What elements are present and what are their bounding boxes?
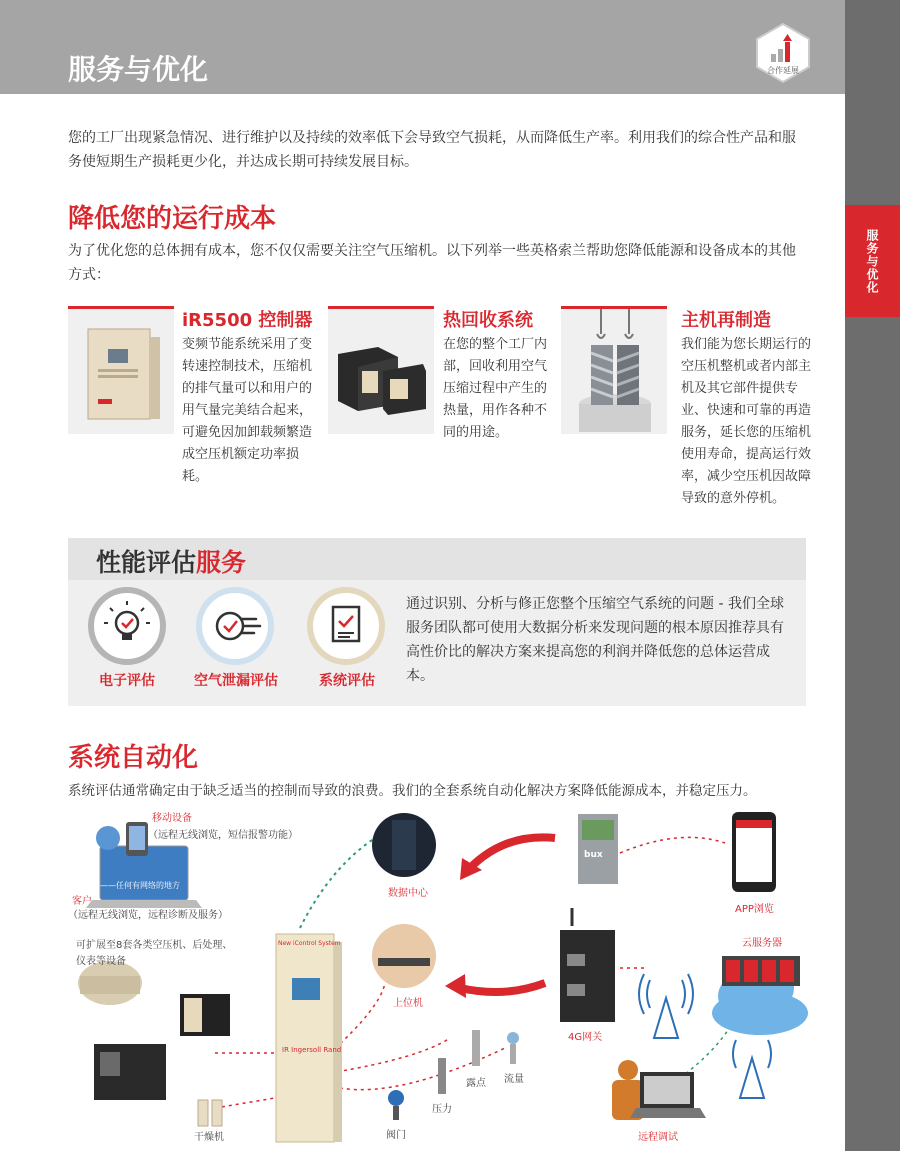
section-cost-desc: 为了优化您的总体拥有成本，您不仅仅需要关注空气压缩机。以下列举一些英格索兰帮助您降低能源和设备成本的其他方式： xyxy=(68,243,796,283)
label-customer-sub: （远程无线浏览，远程诊断及服务） xyxy=(68,910,228,921)
system-assessment-label: 系统评估 xyxy=(319,673,375,689)
diagram-graphics xyxy=(0,808,845,1151)
sidebar xyxy=(845,0,900,1151)
section-automation-desc: 系统评估通常确定由于缺乏适当的控制而导致的浪费。我们的全套系统自动化解决方案降低能源成本，并稳定压力。 xyxy=(68,783,757,799)
label-host: 上位机 xyxy=(393,998,423,1009)
label-remote: 远程调试 xyxy=(638,1132,678,1143)
label-gateway: 4G网关 xyxy=(568,1032,603,1043)
screw-rotor-icon xyxy=(561,309,667,434)
label-expand2: 仪表等设备 xyxy=(76,956,126,967)
label-expand: 可扩展至8套各类空压机、后处理、 xyxy=(76,940,233,951)
ir5500-controller-image xyxy=(68,306,174,434)
label-cabinet: New iControl System xyxy=(278,940,341,947)
label-laptop-text: ——任何有网络的地方 xyxy=(100,881,180,890)
air-leak-label: 空气泄漏评估 xyxy=(194,673,278,689)
perf-desc: 通过识别、分析与修正您整个压缩空气系统的问题 - 我们全球服务团队都可使用大数据分析来发现问题的根本原因推荐具有高性价比的解决方案来提高您的利润并降低您的总体运营成本。 xyxy=(406,596,784,684)
card-heat-recovery-desc: 在您的整个工厂内部，回收利用空气压缩过程中产生的热量，用作各种不同的用途。 xyxy=(443,337,548,440)
card-heat-recovery-title: 热回收系统 xyxy=(443,310,533,331)
remanufacture-image xyxy=(561,306,667,434)
lightbulb-icon xyxy=(94,593,160,659)
sidebar-tab-label-wrap xyxy=(845,205,900,317)
card-reman-title: 主机再制造 xyxy=(681,310,771,331)
label-mobile: 移动设备 xyxy=(152,813,192,824)
card-ir5500-desc: 变频节能系统采用了变转速控制技术，压缩机的排气量可以和用户的用气量完美结合起来，可避免因加卸载频繁造成空压机额定功率损耗。 xyxy=(182,337,313,484)
clipboard-icon xyxy=(313,593,379,659)
badge-label: 合作延展 xyxy=(767,66,799,75)
system-assessment-circle xyxy=(307,587,385,665)
e-assessment-label: 电子评估 xyxy=(99,673,155,689)
heat-recovery-unit-icon xyxy=(328,309,434,434)
heat-recovery-image xyxy=(328,306,434,434)
label-datacenter: 数据中心 xyxy=(388,888,428,899)
intro-paragraph: 您的工厂出现紧急情况、进行维护以及持续的效率低下会导致空气损耗，从而降低生产率。利用我们的综合性产品和服务使短期生产损耗更少化，并达成长期可持续发展目标。 xyxy=(68,130,796,170)
section-automation-title: 系统自动化 xyxy=(68,743,199,773)
label-customer: 客户 xyxy=(72,896,92,907)
air-leak-circle xyxy=(196,587,274,665)
label-dew: 露点 xyxy=(466,1078,486,1089)
label-brand: IR Ingersoll Rand xyxy=(282,1046,342,1054)
perf-title xyxy=(96,543,246,579)
perf-title-b: 服务 xyxy=(196,548,247,577)
card-ir5500-title: iR5500 控制器 xyxy=(182,310,313,331)
label-pressure: 压力 xyxy=(432,1104,452,1115)
controller-cabinet-icon xyxy=(68,309,174,434)
label-module: bux xyxy=(584,850,603,860)
label-dryer: 干燥机 xyxy=(194,1132,224,1143)
label-app: APP浏览 xyxy=(735,904,774,915)
card-reman-desc: 我们能为您长期运行的空压机整机或者内部主机及其它部件提供专业、快速和可靠的再造服务，延长您的压缩机使用寿命，提高运行效率，减少空压机因故障导致的意外停机。 xyxy=(681,337,812,506)
label-valve: 阀门 xyxy=(386,1130,406,1141)
automation-diagram xyxy=(0,808,845,1151)
section-cost-title: 降低您的运行成本 xyxy=(68,204,277,234)
sidebar-tab-label: 服务与优化 xyxy=(865,228,879,294)
label-cloud: 云服务器 xyxy=(742,938,782,949)
e-assessment-circle xyxy=(88,587,166,665)
label-mobile-sub: （远程无线浏览，短信报警功能） xyxy=(148,830,298,841)
page-title: 服务与优化 xyxy=(68,53,209,86)
label-flow: 流量 xyxy=(504,1074,524,1085)
air-leak-icon xyxy=(202,593,268,659)
perf-title-a: 性能评估 xyxy=(96,548,197,577)
